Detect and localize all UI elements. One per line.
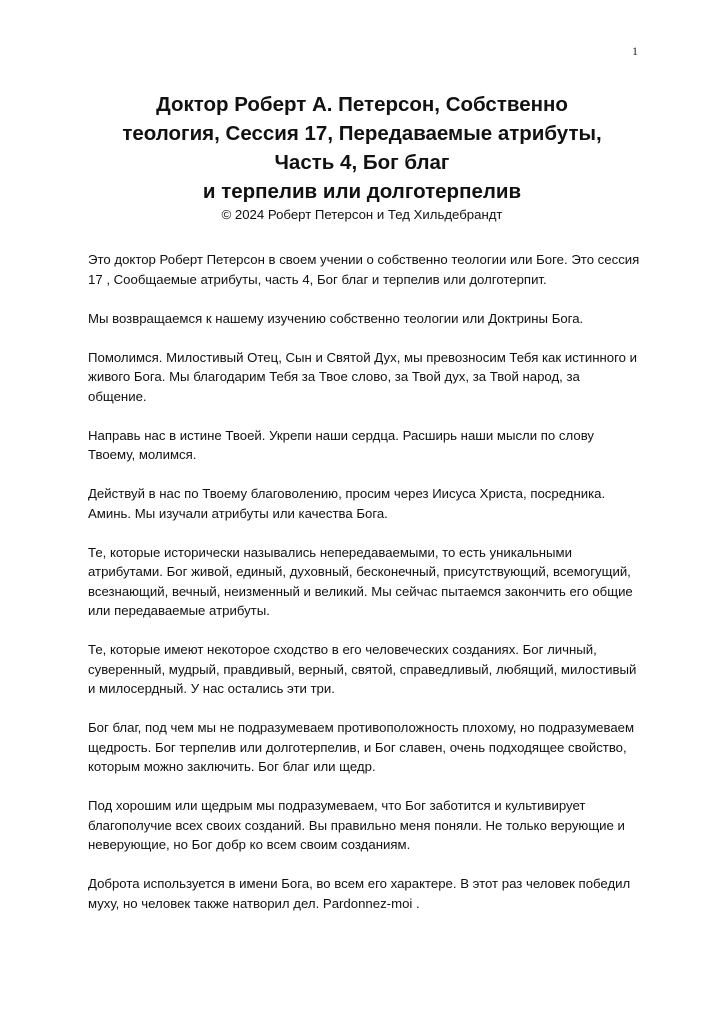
- paragraph: Это доктор Роберт Петерсон в своем учении о собственно теологии или Боге. Это сессия 17 , Сообщаемые атрибуты, часть 4, Бог благ и терпелив или долготерпит.: [88, 252, 640, 287]
- document-title: [60, 90, 664, 206]
- page-number: 1: [632, 44, 638, 58]
- paragraph: Под хорошим или щедрым мы подразумеваем, что Бог заботится и культивирует благополучие всех своих созданий. Вы правильно меня поняли. Не только верующие и неверующие, но Бог добр ко всем своим созданиям.: [88, 798, 625, 852]
- paragraph: Мы возвращаемся к нашему изучению собственно теологии или Доктрины Бога.: [88, 310, 584, 326]
- paragraph: Бог благ, под чем мы не подразумеваем противоположность плохому, но подразумеваем щедрость. Бог терпелив или долготерпелив, и Бог славен, очень подходящее свойство, которым можно заключить. Бог благ или щедр.: [88, 720, 635, 774]
- paragraph: Те, которые имеют некоторое сходство в его человеческих созданиях. Бог личный, суверенный, мудрый, правдивый, верный, святой, справедливый, любящий, милостивый и милосердный. У нас остались эти три.: [88, 642, 637, 696]
- paragraph: Помолимся. Милостивый Отец, Сын и Святой Дух, мы превозносим Тебя как истинного и живого Бога. Мы благодарим Тебя за Твое слово, за Твой дух, за Твой народ, за общение.: [88, 349, 637, 404]
- paragraph: Те, которые исторически назывались непередаваемыми, то есть уникальными атрибутами. Бог живой, единый, духовный, бесконечный, присутствующий, всемогущий, всезнающий, вечный, неизменный и великий. Мы сейчас пытаемся закончить его общие или передаваемые атрибуты.: [88, 544, 633, 618]
- title-line: Доктор Роберт А. Петерсон, Собственно: [156, 93, 568, 116]
- copyright-line: © 2024 Роберт Петерсон и Тед Хильдебрандт: [221, 207, 503, 222]
- paragraph: Доброта используется в имени Бога, во всем его характере. В этот раз человек победил муху, но человек также натворил дел. Pardonnez-moi .: [88, 876, 631, 911]
- title-line: и терпелив или долготерпелив: [202, 180, 522, 203]
- document-body: [88, 250, 640, 933]
- title-line: Часть 4, Бог благ: [274, 151, 450, 174]
- paragraph: Направь нас в истине Твоей. Укрепи наши сердца. Расширь наши мысли по слову Твоему, молимся.: [88, 427, 594, 462]
- title-line: теология, Сессия 17, Передаваемые атрибуты,: [122, 122, 602, 145]
- paragraph: Действуй в нас по Твоему благоволению, просим через Иисуса Христа, посредника. Аминь. Мы изучали атрибуты или качества Бога.: [88, 486, 606, 521]
